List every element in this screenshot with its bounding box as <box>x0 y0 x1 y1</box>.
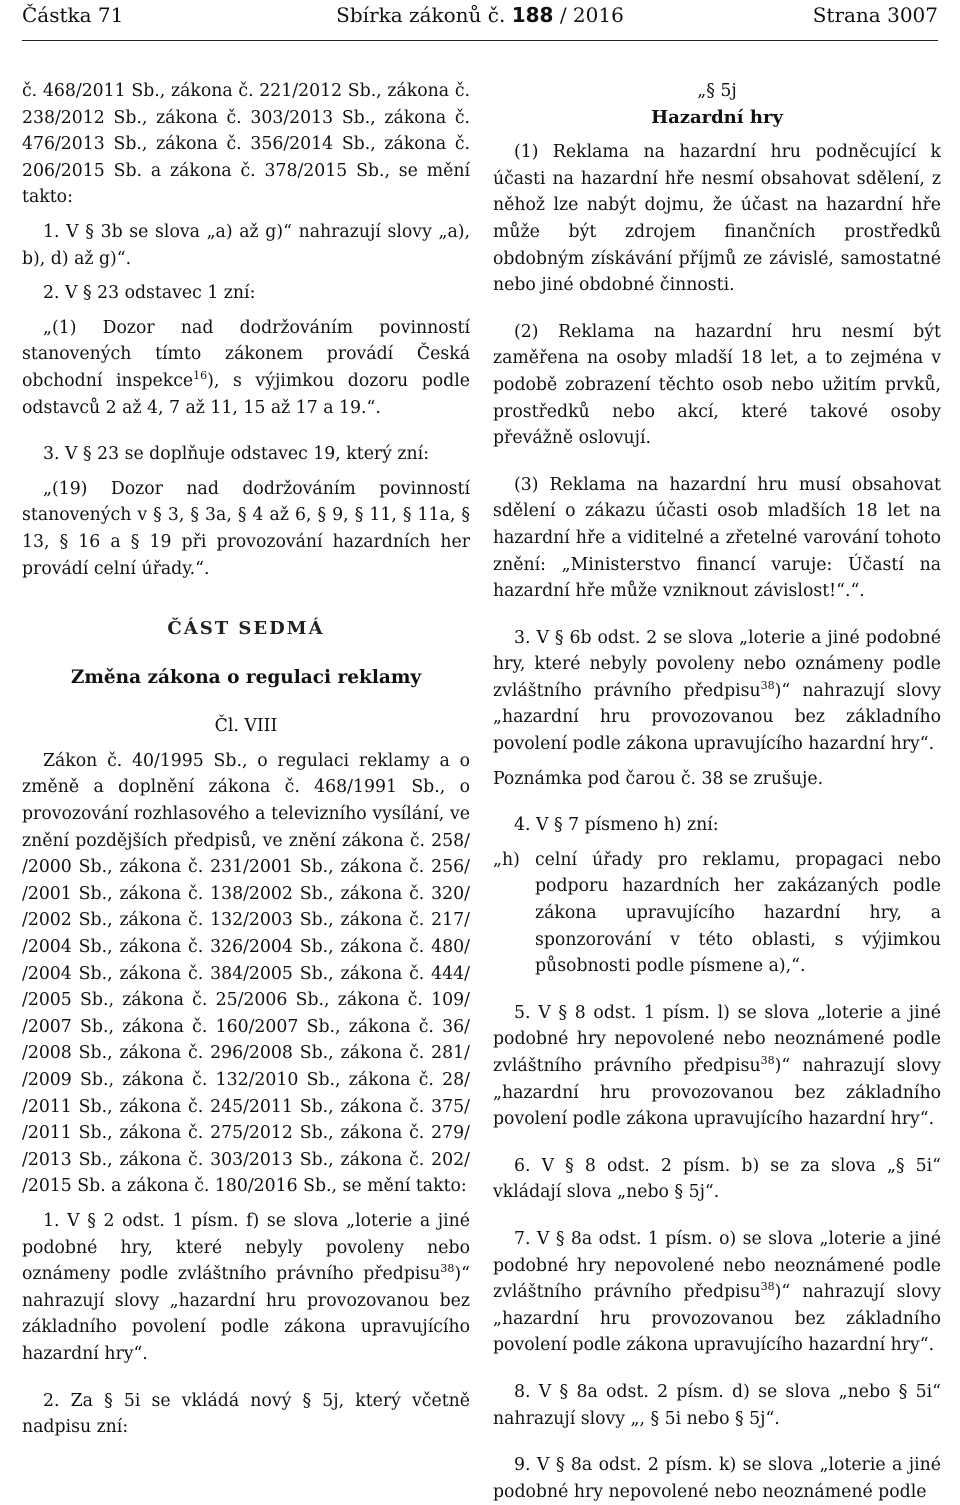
amendment-point: 4. V § 7 písmeno h) zní: <box>514 815 719 836</box>
left-column <box>22 78 471 1438</box>
collection-year: / 2016 <box>559 3 624 27</box>
amendment-point: 3. V § 23 se doplňuje odstavec 19, který zní: <box>43 444 430 465</box>
footnote-ref: 38 <box>440 1262 455 1276</box>
text-run: )“ nahrazují slovy „hazardní hru provozovanou bez základního povolení podle zákona upravujícího hazardní hry“. <box>493 1282 942 1356</box>
footnote-ref: 38 <box>760 1054 775 1068</box>
amendment-point: 9. V § 8a odst. 2 písm. k) se slova „loterie a jiné podobné hry nepovolené nebo neoznámené podle <box>493 1455 941 1502</box>
amendment-point <box>22 1208 470 1368</box>
amendment-point: 2. V § 23 odstavec 1 zní: <box>43 283 256 304</box>
text-run: )“ nahrazují slovy „hazardní hru provozovanou bez základního povolení podle zákona upravujícího hazardní hry“. <box>493 680 942 755</box>
footnote-ref: 16 <box>193 369 208 383</box>
item-label: „h) <box>493 849 520 870</box>
amendment-point: 2. Za § 5i se vkládá nový § 5j, který včetně nadpisu zní: <box>22 1390 470 1438</box>
footnote-ref: 38 <box>760 1280 775 1294</box>
page-header <box>22 2 938 38</box>
page-number: Strana 3007 <box>812 3 938 27</box>
paragraph: č. 468/2011 Sb., zákona č. 221/2012 Sb., zákona č. 238/2012 Sb., zákona č. 303/2013 Sb., zákona č. 476/2013 Sb., zákona č. 356/2014 Sb., zákona č. 206/2015 Sb. a zákona č. 378/2015 Sb., se mění takto: <box>22 81 470 208</box>
part-title: ČÁST SEDMÁ <box>167 618 325 640</box>
text-run: 1. V § 2 odst. 1 písm. f) se slova „loterie a jiné podobné hry, které nebyly povoleny nebo oznámeny podle zvláštního právního předpisu <box>22 1210 470 1285</box>
paragraph: Zákon č. 40/1995 Sb., o regulaci reklamy a o změně a doplnění zákona č. 468/1991 Sb., o provozování rozhlasového a televizního vysílání, ve znění pozdějších předpisů, ve znění zákona č. 258/ /2000 Sb., zákona č. 231/2001 Sb., zákona č. 256/ /2001 Sb., zákona č. 138/2002 Sb., zákona č. 320/ /2002 Sb., zákona č. 132/2003 Sb., zákona č. 217/ /2004 Sb., zákona č. 326/2004 Sb., zákona č. 480/ /2004 Sb., zákona č. 384/2005 Sb., zákona č. 444/ /2005 Sb., zákona č. 25/2006 Sb., zákona č. 109/ /2007 Sb., zákona č. 160/2007 Sb., zákona č. 36/ /2008 Sb., zákona č. 296/2008 Sb., zákona č. 281/ /2009 Sb., zákona č. 132/2010 Sb., zákona č. 28/ /2011 Sb., zákona č. 245/2011 Sb., zákona č. 375/ /2011 Sb., zákona č. 275/2012 Sb., zákona č. 279/ /2013 Sb., zákona č. 303/2013 Sb., zákona č. 202/ /2015 Sb. a zákona č. 180/2016 Sb., se mění takto: <box>22 750 470 1197</box>
text-run: ), s výjimkou dozoru podle odstavců 2 až 4, 7 až 11, 15 až 17 a 19.“. <box>22 370 471 418</box>
text-run: 5. V § 8 odst. 1 písm. l) se slova „loterie a jiné podobné hry nepovolené nebo neoznámené podle zvláštního právního předpisu <box>493 1002 941 1076</box>
issue-number: Částka 71 <box>22 3 124 27</box>
section-title: Hazardní hry <box>651 106 783 128</box>
section-number: „§ 5j <box>697 81 737 101</box>
paragraph: (2) Reklama na hazardní hru nesmí být zaměřena na osoby mladší 18 let, a to zejména v podobě zobrazení těchto osob nebo užitím prvků, prostředků nebo akcí, které takové osoby převážně oslovují. <box>493 321 941 449</box>
amendment-point <box>493 1226 941 1359</box>
collection-title <box>22 2 938 28</box>
text-run: )“ nahrazují slovy „hazardní hru provozovanou bez základního povolení podle zákona upravujícího hazardní hry“. <box>493 1056 942 1130</box>
collection-number: 188 <box>511 3 554 27</box>
quoted-provision: „(19) Dozor nad dodržováním povinností stanovených v § 3, § 3a, § 4 až 6, § 9, § 11, § 11a, § 13, § 16 a § 19 při provozování hazardních her provádí celní úřady.“. <box>22 478 470 579</box>
amendment-point: 8. V § 8a odst. 2 písm. d) se slova „nebo § 5i“ nahrazují slovy „, § 5i nebo § 5j“. <box>493 1381 941 1429</box>
amendment-point: 1. V § 3b se slova „a) až g)“ nahrazují slovy „a), b), d) až g)“. <box>22 221 470 269</box>
paragraph: (3) Reklama na hazardní hru musí obsahovat sdělení o zákazu účasti osob mladších 18 let na hazardní hře a viditelné a zřetelné varování tohoto znění: „Ministerstvo financí varuje: Účastí na hazardní hře může vzniknout závislost!“.“. <box>493 474 941 602</box>
text-run: 7. V § 8a odst. 1 písm. o) se slova „loterie a jiné podobné hry nepovolené nebo neoznámené podle zvláštního právního předpisu <box>493 1228 941 1303</box>
article-number: Čl. VIII <box>214 716 278 737</box>
right-column <box>493 78 942 1502</box>
header-divider <box>22 40 938 41</box>
part-subtitle: Změna zákona o regulaci reklamy <box>70 666 422 688</box>
lettered-item <box>493 847 941 980</box>
text-run: )“ nahrazují slovy „hazardní hru provozovanou bez základního povolení podle zákona upravujícího hazardní hry“. <box>22 1264 470 1364</box>
text-run: 3. V § 6b odst. 2 se slova „loterie a jiné podobné hry, které nebyly povoleny nebo oznámeny podle zvláštního právního předpisu <box>493 627 941 701</box>
footnote-ref: 38 <box>760 679 775 693</box>
amendment-point <box>493 1000 941 1133</box>
quoted-provision <box>22 315 470 421</box>
paragraph: Poznámka pod čarou č. 38 se zrušuje. <box>493 768 824 789</box>
amendment-point <box>493 625 941 758</box>
text-run: „(1) Dozor nad dodržováním povinností stanovených tímto zákonem provádí Česká obchodní inspekce <box>22 317 470 391</box>
amendment-point: 6. V § 8 odst. 2 písm. b) se za slova „§ 5i“ vkládají slova „nebo § 5j“. <box>493 1155 941 1203</box>
item-text: celní úřady pro reklamu, propagaci nebo podporu hazardních her zakázaných podle zákona upravujícího hazardní hry, a sponzorování v této oblasti, s výjimkou působnosti podle písmene a),“. <box>535 849 941 977</box>
collection-title-prefix: Sbírka zákonů č. <box>336 3 506 27</box>
paragraph: (1) Reklama na hazardní hru podněcující k účasti na hazardní hře nesmí obsahovat sdělení, z něhož lze nabýt dojmu, že účast na hazardní hře může být zdrojem finančních prostředků obdobným získávání příjmů ze závislé, samostatné nebo jiné obdobné činnosti. <box>493 142 941 296</box>
